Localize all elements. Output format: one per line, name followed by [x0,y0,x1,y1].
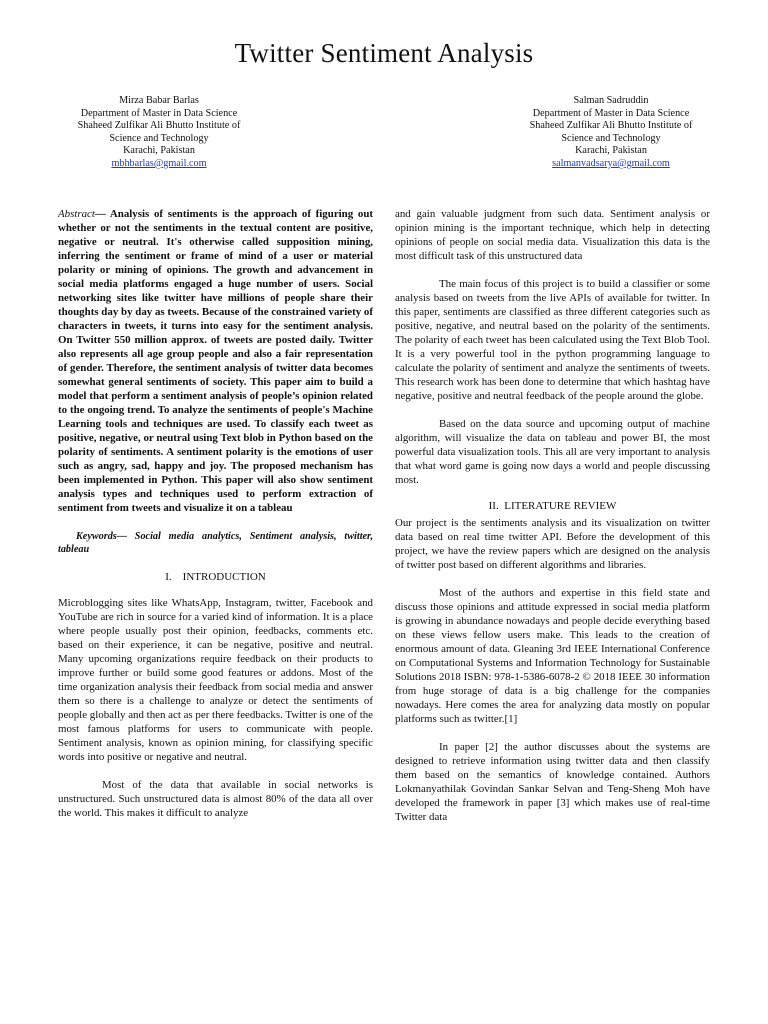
intro-paragraph-2: Most of the data that available in social networks is unstructured. Such unstructured data is almost 80% of the data all over the world. This makes it difficult to analyze [58,779,373,819]
author-name: Salman Sadruddin [573,95,649,106]
keywords-text: Social media analytics, Sentiment analysis, twitter, tableau [58,531,373,555]
literature-paragraph-2: Most of the authors and expertise in this field state and discuss those opinions and attitude expressed in social media platform is growing in abundance nowadays and people decide everything based on these views fellow users make. This leads to the creation of enormous amount of data. Gleaning 3rd IEEE International Conference on Computational Systems and Information Technology for Sustainable Solutions 2018 ISBN: 978-1-5386-6078-2 © 2018 IEEE 30 information from huge storage of data is a big challenge for the companies nowadays. Here comes the area for analyzing data mostly on popular platforms such as twitter.[1] [395,587,710,725]
left-column [58,207,373,820]
author-institute-line2: Science and Technology [109,132,209,144]
author-location: Karachi, Pakistan [123,145,195,157]
intro-paragraph-2-continued: and gain valuable judgment from such data. Sentiment analysis or opinion mining is the important technique, which help in detecting opinions of people on social media data. Visualization this data is the most difficult task of this unstructured data [395,208,710,262]
abstract-text: Analysis of sentiments is the approach of figuring out whether or not the sentiments in the textual content are positive, negative or neutral. It's otherwise called supposition mining, inferring the sentiment or frame of mind of a user or material polarity or mining of opinions. The growth and advancement in social media platforms engaged a huge number of users. Social networking sites like twitter have millions of people share their thoughts day by day as tweets. Because of the constrained variety of characters in tweets, it turns into easy for the sentiment analysis. On Twitter 550 million approx. of tweets are posted daily. Twitter also represents all age group people and also a fair representation of gender. Therefore, the sentiment analysis of twitter data becomes somewhat general sentiments of society. This paper aim to build a model that perform a sentiment analysis of people’s opinion related to the ongoing trend. To analyze the sentiments of people's Machine Learning tools and techniques are used. To classify each tweet as positive, negative, or neutral using Text blob in Python based on the polarity of sentiments. A sentiment polarity is the emotions of user such as angry, sad, happy and joy. The proposed mechanism has been implemented in Python. This paper will also show sentiment analysis types and techniques used to perform extraction of sentiment from tweets and visualize it on a tableau [58,208,374,514]
intro-paragraph-1: Microblogging sites like WhatsApp, Instagram, twitter, Facebook and YouTube are rich in source for a varied kind of information. It is a place where people usually post their opinion, feedbacks, comments etc. based on their experience, it can be negative, positive and neutral. Many upcoming organizations require feedback on their products to improve further or build some good features or addons. Most of the time organization analysis their feedback from social media and answer them so there is a challenge to analyze or detect the sentiments of people globally and then act as per there feedbacks. Twitter is one of the most famous platforms for users to communicate with people. Sentiment analysis, known as opinion mining, for classifying specific words into positive or negative and neutral. [58,597,373,763]
literature-paragraph-3: In paper [2] the author discusses about the systems are designed to retrieve information using twitter data and then classify them based on the semantics of knowledge contained. Authors Lokmanyathilak Govindan Sankar Selvan and Teng-Sheng Moh have developed the framework in paper [3] which makes use of real-time Twitter data [395,741,710,823]
intro-paragraph-4: Based on the data source and upcoming output of machine algorithm, will visualize the data on tableau and power BI, the most powerful data visualization tools. This all are very important to analysis that what word game is going now days a world and people discussing most. [395,418,710,486]
section-title: LITERATURE REVIEW [504,500,617,512]
section-number: I. [165,571,172,583]
literature-paragraph-1: Our project is the sentiments analysis and its visualization on twitter data based on real time twitter API. Before the development of this project, we have the review papers which are designed on the analysis of twitter post based on different algorithms and libraries. [395,517,710,571]
keywords-label: Keywords— [76,531,127,542]
section-heading-literature-review [395,499,710,513]
keywords-paragraph [58,530,373,556]
author-block-1 [29,95,289,171]
section-title-first-letter: I [182,571,187,583]
author-institute-line1: Shaheed Zulfikar Ali Bhutto Institute of [529,120,693,132]
section-title-rest: NTRODUCTION [186,571,266,583]
abstract-label: Abstract [58,208,95,220]
abstract-paragraph [58,207,373,515]
paper-title: Twitter Sentiment Analysis [234,38,534,68]
abstract-dash: — [94,208,106,220]
author-location: Karachi, Pakistan [575,145,647,157]
intro-paragraph-3: The main focus of this project is to build a classifier or some analysis based on tweets from the live APIs of available for twitter. In this paper, sentiments are classified as three different categories such as positive, negative, and neutral based on the polarity of the sentiments. The polarity of each tweet has been calculated using the Text Blob Tool. It is a very powerful tool in the python programming language to calculate the polarity of sentiment and analyze the sentiments of tweets. This research work has been done to determine that which hashtag have negative, positive and neutral feedback of the people around the globe. [395,278,710,402]
author-institute-line2: Science and Technology [561,132,661,144]
author-institute-line1: Shaheed Zulfikar Ali Bhutto Institute of [77,120,241,132]
author-name: Mirza Babar Barlas [119,95,199,106]
right-column [395,207,710,824]
author-department: Department of Master in Data Science [532,107,690,119]
section-heading-introduction [58,570,373,584]
author-department: Department of Master in Data Science [80,107,238,119]
author-email-link[interactable]: salmanvadsarya@gmail.com [552,157,670,169]
author-email-link[interactable]: mbhbarlas@gmail.com [111,157,207,169]
section-number: II. [488,500,499,512]
author-block-2 [481,95,741,171]
